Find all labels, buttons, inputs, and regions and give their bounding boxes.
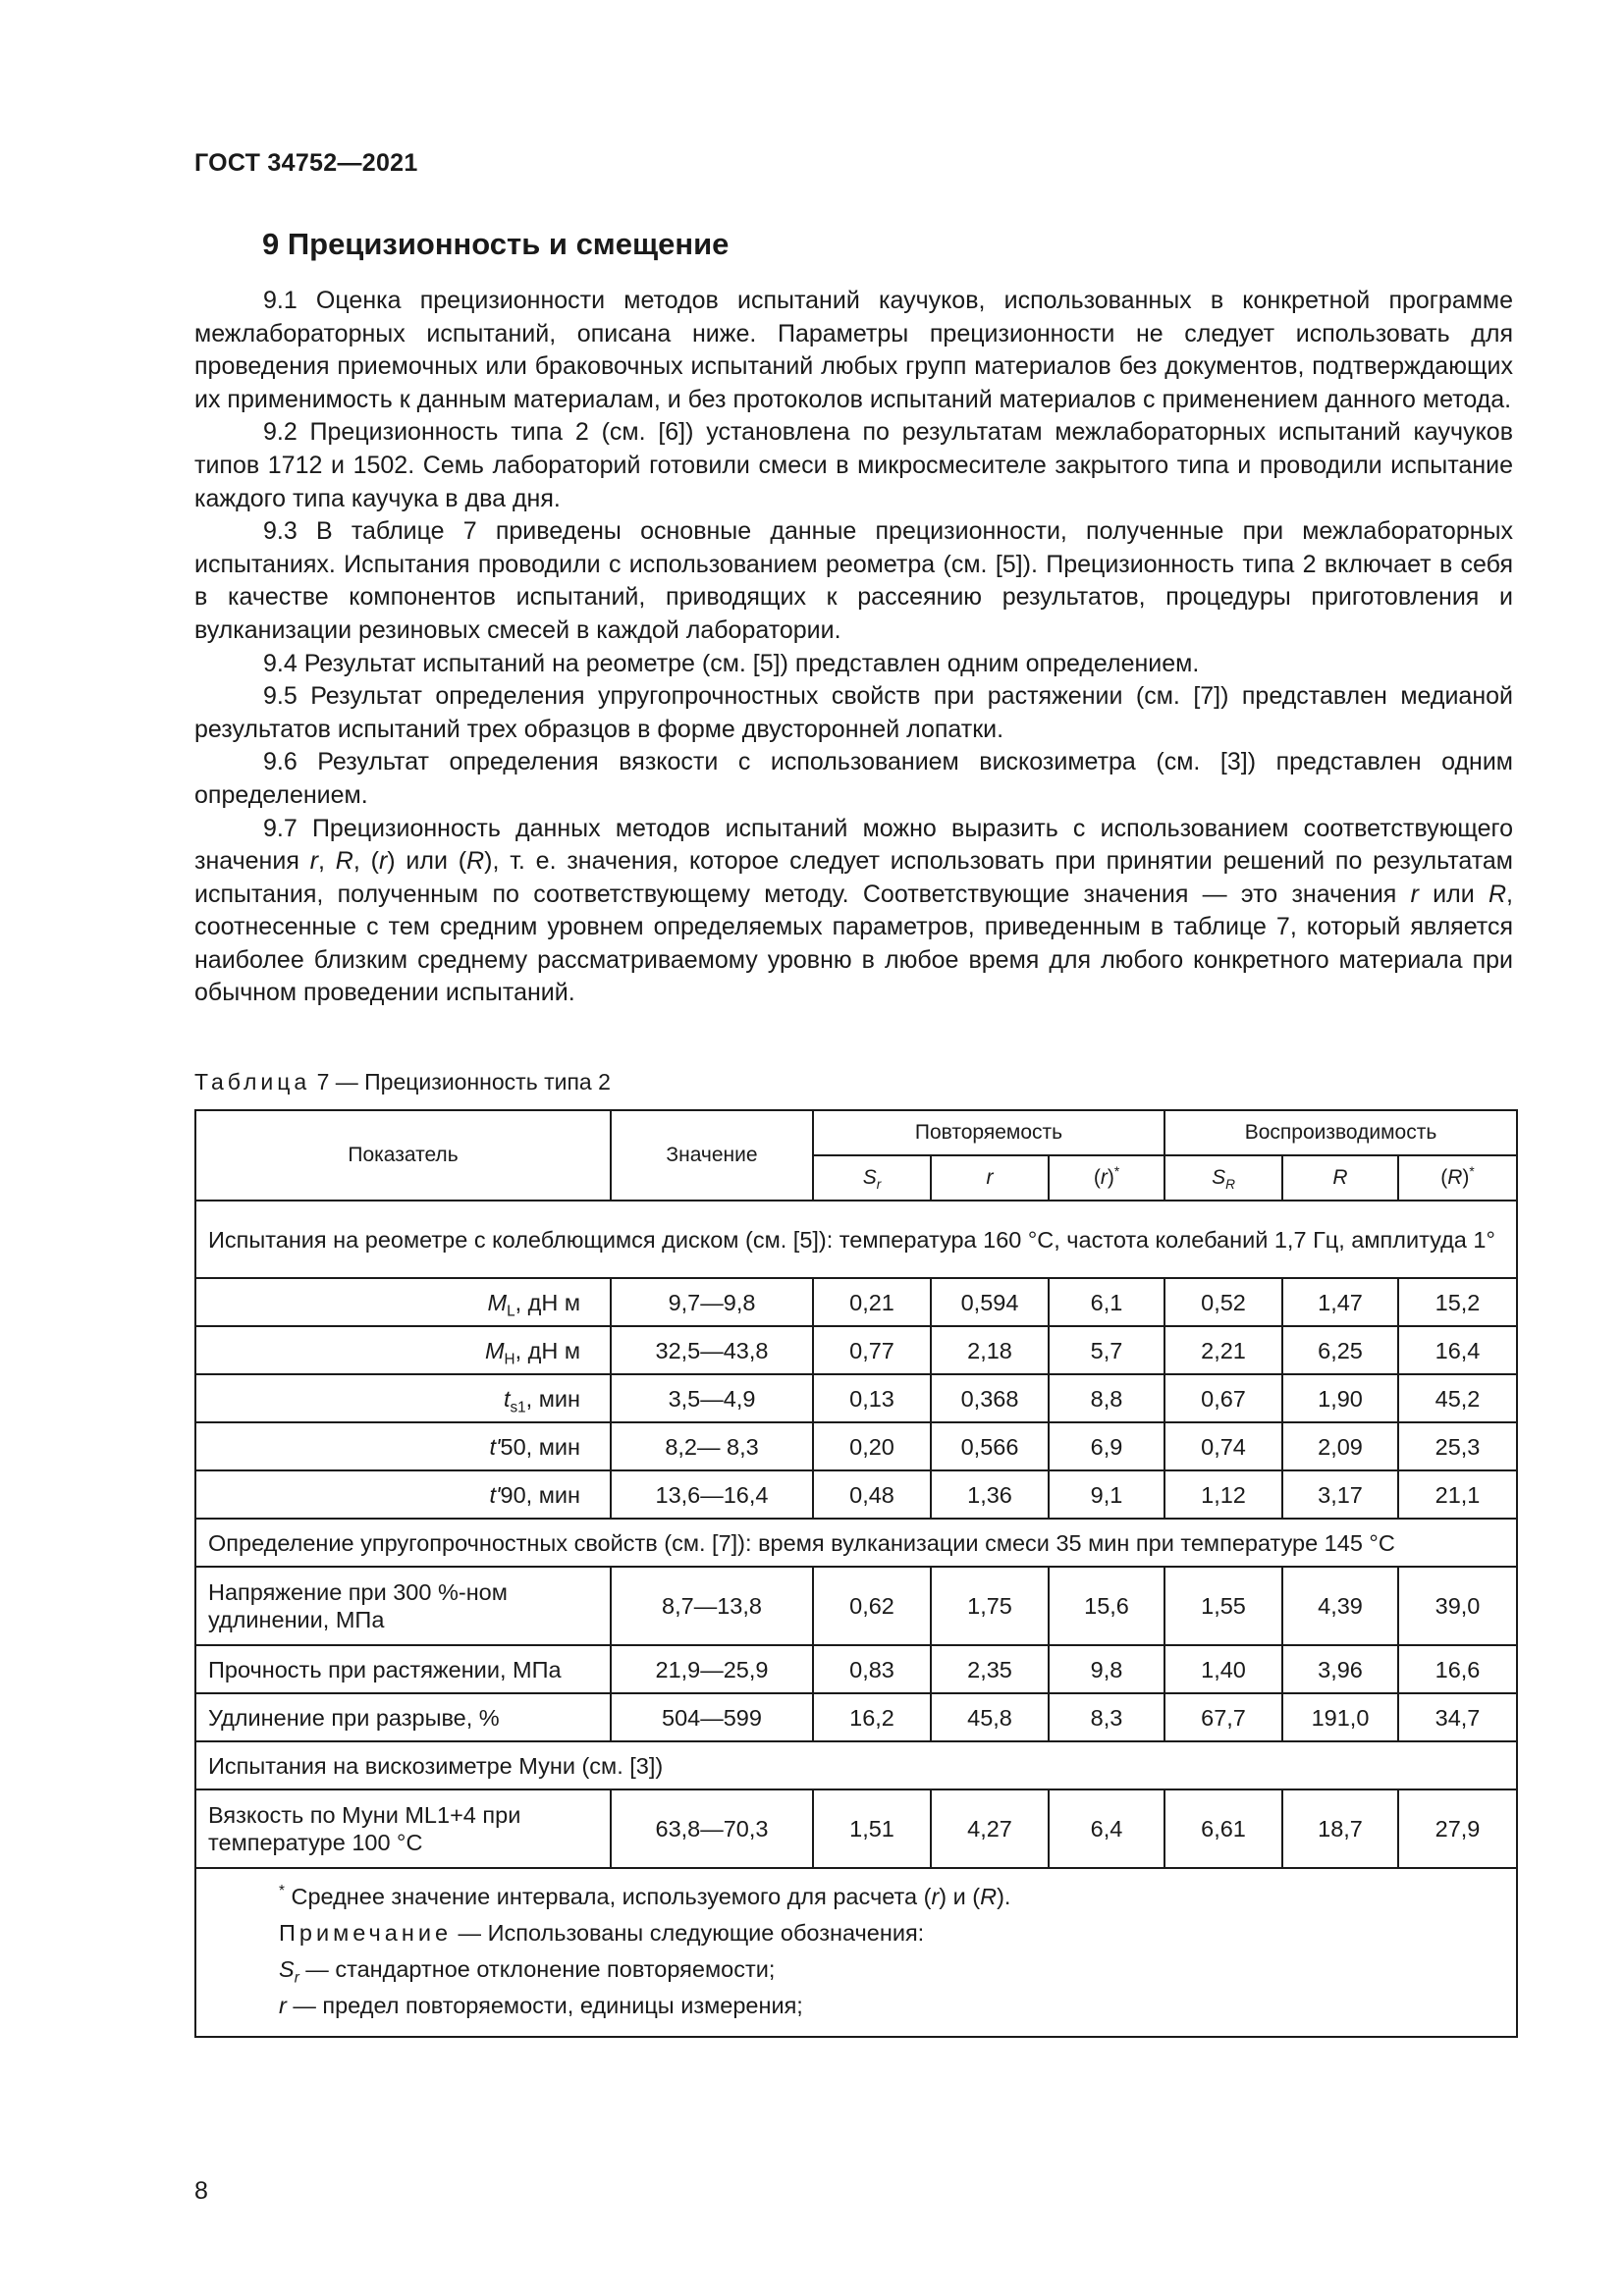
group-title-tensile: Определение упругопрочностных свойств (см. [7]): время вулканизации смеси 35 мин при температуре 145 °С — [195, 1519, 1517, 1567]
cell-r: 2,35 — [931, 1645, 1049, 1693]
cell-value: 8,7—13,8 — [611, 1567, 813, 1645]
row-label: Прочность при растяжении, МПа — [195, 1645, 611, 1693]
cell-R-paren: 15,2 — [1398, 1278, 1517, 1326]
document-code: ГОСТ 34752—2021 — [194, 149, 418, 177]
col-header-indicator: Показатель — [195, 1110, 611, 1201]
col-header-r: r — [931, 1155, 1049, 1201]
col-header-reproducibility: Воспроизводимость — [1164, 1110, 1517, 1155]
paragraph-9-3: 9.3 В таблице 7 приведены основные данные прецизионности, полученные при межлабораторных испытаниях. Испытания проводили с использованием реометра (см. [5]). Прецизионность типа 2 включает в себя в качестве компонентов испытаний, приводящих к рассеянию результатов, процедуры приготовления и вулканизации резиновых смесей в каждой лаборатории. — [194, 517, 1513, 644]
cell-sr: 0,20 — [813, 1422, 931, 1470]
cell-R-paren: 34,7 — [1398, 1693, 1517, 1741]
cell-R: 6,25 — [1282, 1326, 1398, 1374]
cell-r-paren: 6,9 — [1049, 1422, 1164, 1470]
cell-R: 1,47 — [1282, 1278, 1398, 1326]
col-header-r-paren: (r)* — [1049, 1155, 1164, 1201]
note-sr: $S_r$ — стандартное отклонение повторяемости; — [279, 1956, 776, 1987]
cell-value: 504—599 — [611, 1693, 813, 1741]
paragraph-9-1: 9.1 Оценка прецизионности методов испытаний каучуков, использованных в конкретной программе межлабораторных испытаний, описана ниже. Параметры прецизионности не следует использовать для проведения приемочных или браковочных испытаний любых групп материалов без документов, подтверждающих их применимость к данным материалам, и без протоколов испытаний материалов с применением данного метода. — [194, 287, 1513, 413]
row-label: $M_H$, дН м — [195, 1326, 611, 1374]
cell-sr: 0,62 — [813, 1567, 931, 1645]
row-label: $M_L$, дН м — [195, 1278, 611, 1326]
cell-value: 21,9—25,9 — [611, 1645, 813, 1693]
cell-sR: 1,40 — [1164, 1645, 1282, 1693]
cell-R-paren: 45,2 — [1398, 1374, 1517, 1422]
row-label: Напряжение при 300 %-ном удлинении, МПа — [195, 1567, 611, 1645]
cell-R: 3,17 — [1282, 1470, 1398, 1519]
cell-R-paren: 16,4 — [1398, 1326, 1517, 1374]
table-row — [195, 1326, 1517, 1374]
cell-r: 45,8 — [931, 1693, 1049, 1741]
cell-sR: 0,67 — [1164, 1374, 1282, 1422]
cell-r: 2,18 — [931, 1326, 1049, 1374]
page-number: 8 — [194, 2177, 208, 2205]
cell-sR: 0,52 — [1164, 1278, 1282, 1326]
row-label: t'90, мин — [195, 1470, 611, 1519]
cell-r: 0,594 — [931, 1278, 1049, 1326]
cell-value: 3,5—4,9 — [611, 1374, 813, 1422]
cell-r-paren: 6,4 — [1049, 1789, 1164, 1868]
note-r: r — предел повторяемости, единицы измерения; — [279, 1993, 803, 2018]
cell-sR: 2,21 — [1164, 1326, 1282, 1374]
col-header-value: Значение — [611, 1110, 813, 1201]
cell-sr: 0,77 — [813, 1326, 931, 1374]
cell-sR: 1,55 — [1164, 1567, 1282, 1645]
cell-sr: 16,2 — [813, 1693, 931, 1741]
col-header-sr: $S_r$ — [813, 1155, 931, 1201]
table-row — [195, 1278, 1517, 1326]
table-row — [195, 1567, 1517, 1645]
cell-sr: 0,13 — [813, 1374, 931, 1422]
col-header-sR: $S_R$ — [1164, 1155, 1282, 1201]
col-header-R: R — [1282, 1155, 1398, 1201]
cell-sr: 0,83 — [813, 1645, 931, 1693]
cell-r-paren: 6,1 — [1049, 1278, 1164, 1326]
cell-r: 0,566 — [931, 1422, 1049, 1470]
cell-r: 0,368 — [931, 1374, 1049, 1422]
paragraph-9-7: 9.7 Прецизионность данных методов испытаний можно выразить с использованием соответствующего значения r, R, (r) или (R), т. е. значения, которое следует использовать при принятии решений по результатам испытания, полученным по соответствующему методу. Соответствующие значения — это значения r или R, соотнесенные с тем средним уровнем определяемых параметров, приведенным в таблице 7, который является наиболее близким среднему рассматриваемому уровню в любое время для любого конкретного материала при обычном проведении испытаний. — [194, 814, 1513, 1007]
group-title-mooney: Испытания на вискозиметре Муни (см. [3]) — [195, 1741, 1517, 1789]
table-row — [195, 1789, 1517, 1868]
cell-r-paren: 8,8 — [1049, 1374, 1164, 1422]
cell-r-paren: 9,1 — [1049, 1470, 1164, 1519]
cell-R: 2,09 — [1282, 1422, 1398, 1470]
table-row — [195, 1422, 1517, 1470]
cell-sR: 67,7 — [1164, 1693, 1282, 1741]
table-row — [195, 1645, 1517, 1693]
cell-R: 18,7 — [1282, 1789, 1398, 1868]
cell-sR: 1,12 — [1164, 1470, 1282, 1519]
precision-table — [194, 1109, 1518, 2038]
cell-R-paren: 39,0 — [1398, 1567, 1517, 1645]
cell-sR: 6,61 — [1164, 1789, 1282, 1868]
cell-R: 1,90 — [1282, 1374, 1398, 1422]
cell-R: 3,96 — [1282, 1645, 1398, 1693]
footnote: * Среднее значение интервала, используемого для расчета (r) и (R). — [279, 1883, 1011, 1909]
cell-R: 191,0 — [1282, 1693, 1398, 1741]
cell-value: 8,2— 8,3 — [611, 1422, 813, 1470]
row-label: Удлинение при разрыве, % — [195, 1693, 611, 1741]
cell-sR: 0,74 — [1164, 1422, 1282, 1470]
cell-value: 32,5—43,8 — [611, 1326, 813, 1374]
cell-sr: 0,21 — [813, 1278, 931, 1326]
paragraph-9-2: 9.2 Прецизионность типа 2 (см. [6]) установлена по результатам межлабораторных испытаний каучуков типов 1712 и 1502. Семь лабораторий готовили смеси в микросмесителе закрытого типа и проводили испытание каждого типа каучука в два дня. — [194, 418, 1513, 512]
cell-R-paren: 21,1 — [1398, 1470, 1517, 1519]
cell-r-paren: 8,3 — [1049, 1693, 1164, 1741]
cell-R: 4,39 — [1282, 1567, 1398, 1645]
cell-r: 1,36 — [931, 1470, 1049, 1519]
body-text — [194, 285, 1513, 1010]
cell-R-paren: 27,9 — [1398, 1789, 1517, 1868]
paragraph-9-5: 9.5 Результат определения упругопрочностных свойств при растяжении (см. [7]) представлен медианой результатов испытаний трех образцов в форме двусторонней лопатки. — [194, 682, 1513, 743]
cell-value: 13,6—16,4 — [611, 1470, 813, 1519]
table-row — [195, 1693, 1517, 1741]
cell-r: 1,75 — [931, 1567, 1049, 1645]
cell-r: 4,27 — [931, 1789, 1049, 1868]
col-header-repeatability: Повторяемость — [813, 1110, 1164, 1155]
row-label: Вязкость по Муни ML1+4 при температуре 100 °С — [195, 1789, 611, 1868]
row-label: $t_{s1}$, мин — [195, 1374, 611, 1422]
table-row — [195, 1470, 1517, 1519]
cell-value: 63,8—70,3 — [611, 1789, 813, 1868]
table-caption: Таблица 7 — Прецизионность типа 2 — [194, 1069, 611, 1095]
section-title: 9 Прецизионность и смещение — [262, 227, 730, 261]
paragraph-9-6: 9.6 Результат определения вязкости с использованием вискозиметра (см. [3]) представлен одним определением. — [194, 748, 1513, 809]
table-row — [195, 1374, 1517, 1422]
cell-value: 9,7—9,8 — [611, 1278, 813, 1326]
cell-sr: 0,48 — [813, 1470, 931, 1519]
cell-R-paren: 16,6 — [1398, 1645, 1517, 1693]
cell-r-paren: 9,8 — [1049, 1645, 1164, 1693]
group-title-rheometer: Испытания на реометре с колеблющимся диском (см. [5]): температура 160 °С, частота колебаний 1,7 Гц, амплитуда 1° — [195, 1201, 1517, 1278]
cell-R-paren: 25,3 — [1398, 1422, 1517, 1470]
cell-r-paren: 5,7 — [1049, 1326, 1164, 1374]
cell-sr: 1,51 — [813, 1789, 931, 1868]
cell-r-paren: 15,6 — [1049, 1567, 1164, 1645]
paragraph-9-4: 9.4 Результат испытаний на реометре (см. [5]) представлен одним определением. — [263, 649, 1200, 677]
table-notes — [195, 1868, 1517, 2037]
note-heading: Примечание — Использованы следующие обозначения: — [279, 1920, 925, 1946]
row-label: t'50, мин — [195, 1422, 611, 1470]
col-header-R-paren: (R)* — [1398, 1155, 1517, 1201]
